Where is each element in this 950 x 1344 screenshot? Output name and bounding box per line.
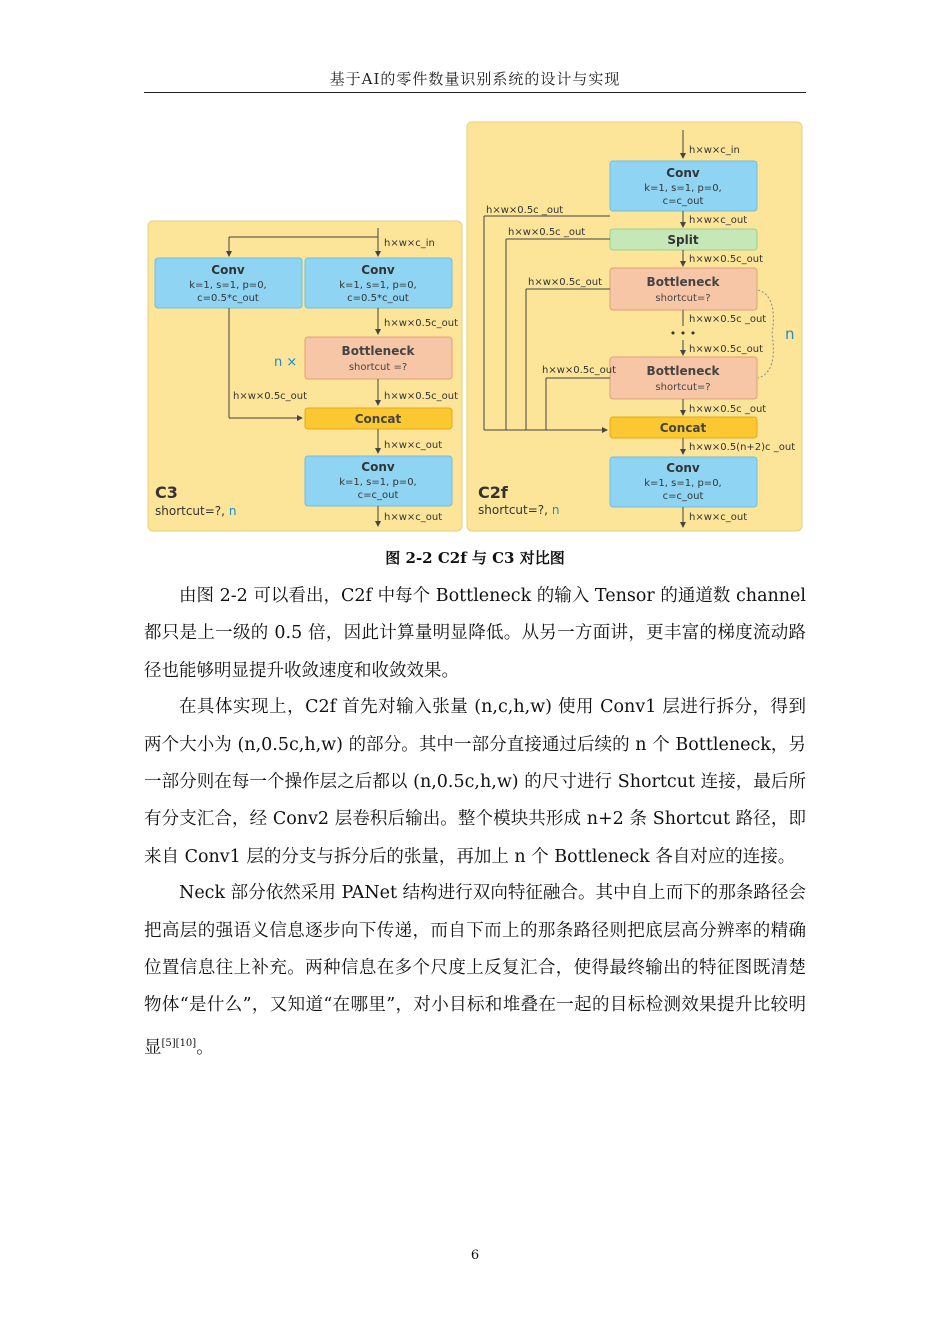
paragraph-3-end: 。 (196, 1037, 214, 1058)
svg-text:k=1, s=1, p=0,: k=1, s=1, p=0, (339, 280, 417, 291)
body-text (144, 578, 806, 1067)
c2f-dots: • • • (669, 327, 697, 340)
svg-text:Conv: Conv (666, 461, 700, 475)
c2f-label-after-split: h×w×0.5c_out (689, 254, 764, 265)
c3-panel (148, 221, 462, 531)
svg-text:c=c_out: c=c_out (662, 196, 704, 207)
c2f-params: shortcut=?, n (478, 503, 560, 517)
svg-text:Bottleneck: Bottleneck (341, 344, 415, 358)
c3-label-after-bottleneck: h×w×0.5c_out (384, 391, 459, 402)
c3-conv-left-title: Conv (211, 263, 245, 277)
paragraph-1: 由图 2-2 可以看出，C2f 中每个 Bottleneck 的输入 Tensor 的通道数 channel 都只是上一级的 0.5 倍，因此计算量明显降低。从另一方面讲，更丰富的梯度流动路径也能够明显提升收敛速度和收敛效果。 (144, 586, 806, 681)
c2f-label-after-concat: h×w×0.5(n+2)c _out (689, 442, 796, 453)
svg-text:Split: Split (667, 233, 699, 247)
paragraph-2: 在具体实现上，C2f 首先对输入张量 (n,c,h,w) 使用 Conv1 层进行拆分，得到两个大小为 (n,0.5c,h,w) 的部分。其中一部分直接通过后续的 n 个 Bottleneck，另一部分则在每一个操作层之后都以 (n,0.5c,h,w) 的尺寸进行 Shortcut 连接，最后所有分支汇合，经 Conv2 层卷积后输出。整个模块共形成 n+2 条 Shortcut 路径，即来自 Conv1 层的分支与拆分后的张量，再加上 n 个 Bottleneck 各自对应的连接。 (144, 697, 806, 867)
c3-label-out: h×w×c_out (384, 512, 443, 523)
svg-text:k=1, s=1, p=0,: k=1, s=1, p=0, (189, 280, 267, 291)
c2f-label-out: h×w×c_out (689, 512, 748, 523)
svg-text:shortcut =?: shortcut =? (348, 362, 408, 373)
svg-text:Concat: Concat (354, 412, 402, 426)
paragraph-3 (144, 875, 806, 1066)
c2f-label-side-split: h×w×0.5c _out (508, 227, 586, 238)
svg-text:Bottleneck: Bottleneck (646, 275, 720, 289)
figure-caption: 图 2-2 C2f 与 C3 对比图 (385, 549, 565, 567)
c2f-label-after-b1: h×w×0.5c _out (689, 314, 767, 325)
c2f-n-label: n (785, 325, 795, 343)
svg-text:k=1, s=1, p=0,: k=1, s=1, p=0, (644, 183, 722, 194)
c3-conv-right-title: Conv (361, 263, 395, 277)
c3-label-after-concat: h×w×c_out (384, 440, 443, 451)
c2f-label-after-b2: h×w×0.5c _out (689, 404, 767, 415)
figure-diagram (0, 0, 950, 540)
c3-label-in: h×w×c_in (384, 238, 435, 249)
page-number: 6 (470, 1248, 480, 1263)
c2f-panel (467, 122, 802, 531)
svg-text:Bottleneck: Bottleneck (646, 364, 720, 378)
c3-label-side: h×w×0.5c_out (233, 391, 308, 402)
paragraph-3-text: Neck 部分依然采用 PANet 结构进行双向特征融合。其中自上而下的那条路径会把高层的强语义信息逐步向下传递，而自下而上的那条路径则把底层高分辨率的精确位置信息往上补充。两种信息在多个尺度上反复汇合，使得最终输出的特征图既清楚物体“是什么”，又知道“在哪里”，对小目标和堆叠在一起的目标检测效果提升比较明显 (144, 883, 806, 1058)
svg-text:Concat: Concat (659, 421, 707, 435)
page-header: 基于AI的零件数量识别系统的设计与实现 (329, 70, 621, 88)
c2f-label-side-top: h×w×0.5c _out (486, 205, 564, 216)
c3-params: shortcut=?, n (155, 504, 237, 518)
c2f-label-side-b2: h×w×0.5c_out (542, 365, 617, 376)
c3-title: C3 (155, 483, 178, 502)
svg-text:shortcut=?: shortcut=? (655, 293, 711, 304)
c2f-label-before-b2: h×w×0.5c_out (689, 344, 764, 355)
c3-label-after-conv: h×w×0.5c_out (384, 318, 459, 329)
svg-text:Conv: Conv (666, 166, 700, 180)
svg-text:shortcut=?: shortcut=? (655, 382, 711, 393)
svg-text:c=c_out: c=c_out (357, 490, 399, 501)
svg-text:k=1, s=1, p=0,: k=1, s=1, p=0, (644, 478, 722, 489)
svg-text:c=0.5*c_out: c=0.5*c_out (347, 293, 409, 304)
figure-c2f-vs-c3 (0, 0, 950, 540)
svg-text:c=0.5*c_out: c=0.5*c_out (197, 293, 259, 304)
c2f-label-after-conv: h×w×c_out (689, 215, 748, 226)
c3-repeat-label: n × (274, 355, 298, 370)
svg-text:c=c_out: c=c_out (662, 491, 704, 502)
c2f-label-in: h×w×c_in (689, 145, 740, 156)
c2f-label-side-b1: h×w×0.5c_out (528, 277, 603, 288)
citation: [5][10] (161, 1037, 197, 1049)
svg-text:Conv: Conv (361, 460, 395, 474)
svg-text:k=1, s=1, p=0,: k=1, s=1, p=0, (339, 477, 417, 488)
c2f-title: C2f (478, 483, 508, 502)
